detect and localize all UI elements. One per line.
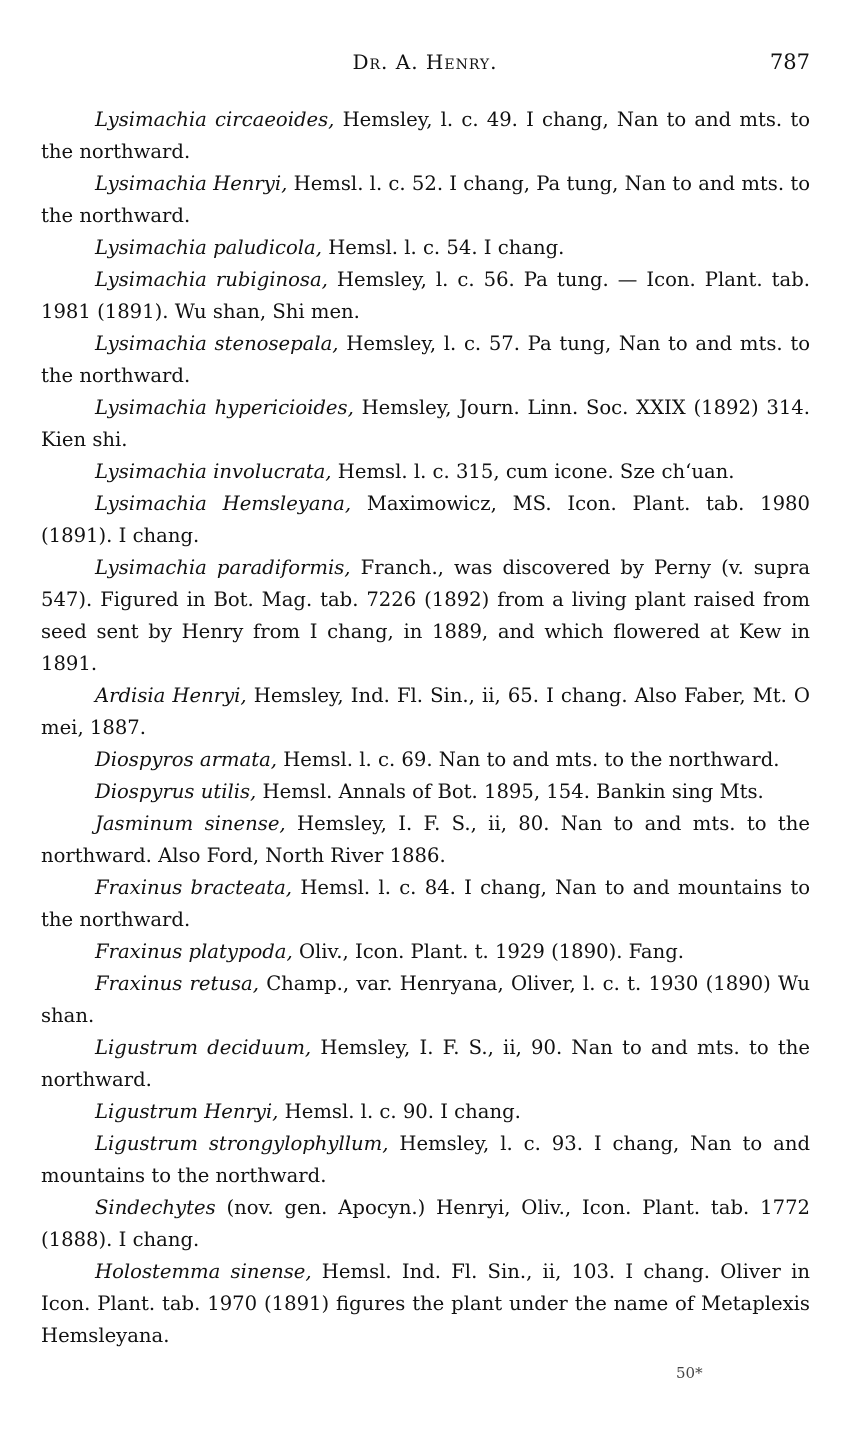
- entry-paragraph: [41, 488, 810, 552]
- entry-paragraph: [41, 808, 810, 872]
- species-name: Fraxinus bracteata,: [95, 876, 293, 899]
- species-name: Ligustrum strongylophyllum,: [95, 1132, 389, 1155]
- entry-paragraph: [41, 680, 810, 744]
- species-name: Lysimachia involucrata,: [95, 460, 332, 483]
- species-name: Diospyrus utilis,: [95, 780, 257, 803]
- species-name: Lysimachia circaeoides,: [95, 108, 335, 131]
- entry-text: Franch., was discovered by Perny (v. supra 547). Figured in Bot. Mag. tab. 7226 (1892) from a living plant raised from seed sent by Henry from I chang, in 1889, and which flowered at Kew in 1891.: [41, 556, 810, 675]
- entry-text: (nov. gen. Apocyn.) Henryi, Oliv., Icon. Plant. tab. 1772 (1888). I chang.: [41, 1196, 810, 1251]
- entry-text: Hemsley, l. c. 57. Pa tung, Nan to and mts. to the northward.: [41, 332, 810, 387]
- signature-mark: 50*: [676, 1364, 703, 1382]
- entry-text: Hemsl. Ind. Fl. Sin., ii, 103. I chang. Oliver in Icon. Plant. tab. 1970 (1891) figures the plant under the name of Metaplexis Hemsleyana.: [41, 1260, 810, 1347]
- entry-paragraph: [41, 232, 810, 264]
- entry-paragraph: [41, 1192, 810, 1256]
- species-name: Ligustrum deciduum,: [95, 1036, 312, 1059]
- entry-text: Hemsley, I. F. S., ii, 80. Nan to and mts. to the northward. Also Ford, North River 1886.: [41, 812, 810, 867]
- species-name: Fraxinus platypoda,: [95, 940, 293, 963]
- entry-text: Hemsl. l. c. 69. Nan to and mts. to the northward.: [276, 748, 780, 771]
- species-name: Lysimachia hypericioides,: [95, 396, 354, 419]
- running-head: Dr. A. Henry.: [352, 50, 498, 74]
- entry-paragraph: [41, 1256, 810, 1352]
- entry-paragraph: [41, 104, 810, 168]
- species-name: Ardisia Henryi,: [95, 684, 247, 707]
- entry-text: Champ., var. Henryana, Oliver, l. c. t. 1930 (1890) Wu shan.: [41, 972, 810, 1027]
- entry-paragraph: [41, 872, 810, 936]
- species-name: Lysimachia paradiformis,: [95, 556, 351, 579]
- entry-paragraph: [41, 264, 810, 328]
- entry-text: Oliv., Icon. Plant. t. 1929 (1890). Fang.: [292, 940, 685, 963]
- entry-text: Hemsl. l. c. 52. I chang, Pa tung, Nan to and mts. to the northward.: [41, 172, 810, 227]
- entry-paragraph: [41, 1096, 810, 1128]
- entry-paragraph: [41, 392, 810, 456]
- entry-text: Hemsl. l. c. 90. I chang.: [278, 1100, 521, 1123]
- species-name: Lysimachia rubiginosa,: [95, 268, 328, 291]
- entry-paragraph: [41, 936, 810, 968]
- species-name: Lysimachia paludicola,: [95, 236, 322, 259]
- species-name: Fraxinus retusa,: [95, 972, 259, 995]
- entry-paragraph: [41, 456, 810, 488]
- entry-paragraph: [41, 328, 810, 392]
- entry-text: Hemsl. l. c. 315, cum icone. Sze ch‘uan.: [331, 460, 735, 483]
- entry-paragraph: [41, 1032, 810, 1096]
- entry-paragraph: [41, 968, 810, 1032]
- entry-text: Hemsley, l. c. 93. I chang, Nan to and mountains to the northward.: [41, 1132, 810, 1187]
- species-name: Lysimachia Henryi,: [95, 172, 288, 195]
- entry-text: Hemsl. l. c. 54. I chang.: [321, 236, 565, 259]
- entry-text: Hemsley, l. c. 56. Pa tung. — Icon. Plant. tab. 1981 (1891). Wu shan, Shi men.: [41, 268, 811, 323]
- species-name: Jasminum sinense,: [95, 812, 286, 835]
- entry-paragraph: [41, 552, 810, 680]
- entry-paragraph: [41, 1128, 810, 1192]
- entry-paragraph: [41, 168, 810, 232]
- species-name: Lysimachia stenosepala,: [95, 332, 339, 355]
- entry-text: Hemsl. Annals of Bot. 1895, 154. Bankin sing Mts.: [256, 780, 764, 803]
- entry-text: Hemsley, I. F. S., ii, 90. Nan to and mts. to the northward.: [41, 1036, 810, 1091]
- entry-text: Hemsley, Ind. Fl. Sin., ii, 65. I chang. Also Faber, Mt. O mei, 1887.: [41, 684, 810, 739]
- species-name: Holostemma sinense,: [95, 1260, 312, 1283]
- entry-paragraph: [41, 776, 810, 808]
- page-number: 787: [769, 50, 810, 74]
- page-header: [40, 50, 810, 84]
- entry-text: Maximowicz, MS. Icon. Plant. tab. 1980 (1891). I chang.: [41, 492, 810, 547]
- entry-paragraph: [41, 744, 810, 776]
- entry-text: Hemsl. l. c. 84. I chang, Nan to and mountains to the northward.: [41, 876, 811, 931]
- entry-text: Hemsley, Journ. Linn. Soc. XXIX (1892) 314. Kien shi.: [41, 396, 810, 451]
- species-name: Diospyros armata,: [95, 748, 277, 771]
- entry-text: Hemsley, l. c. 49. I chang, Nan to and mts. to the northward.: [41, 108, 811, 163]
- species-name: Ligustrum Henryi,: [95, 1100, 279, 1123]
- species-name: Sindechytes: [95, 1196, 216, 1219]
- species-name: Lysimachia Hemsleyana,: [95, 492, 352, 515]
- body-text: [41, 104, 810, 1352]
